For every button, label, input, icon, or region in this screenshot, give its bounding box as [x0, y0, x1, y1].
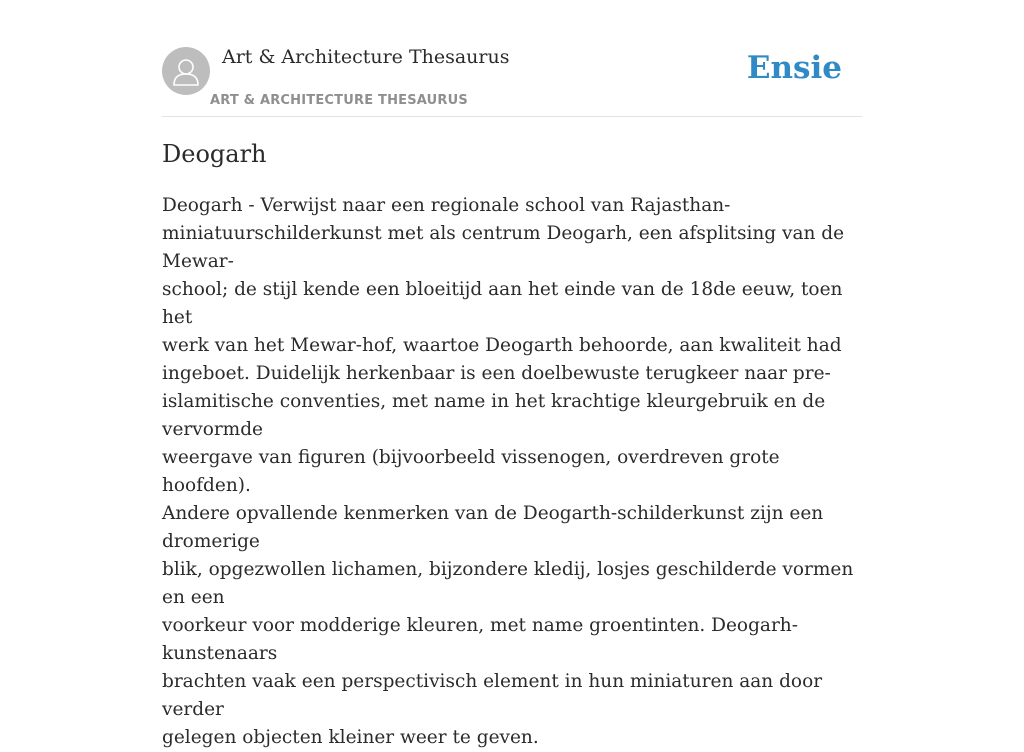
avatar[interactable] [162, 47, 210, 95]
brand-logo[interactable]: Ensie [746, 50, 842, 86]
source-subtitle[interactable]: ART & ARCHITECTURE THESAURUS [210, 93, 468, 108]
page-title: Deogarh [162, 140, 267, 168]
definition-text: Deogarh - Verwijst naar een regionale school van Rajasthan- miniatuurschilderkunst met als centrum Deogarh, een afsplitsing van de Mewar- school; de stijl kende een bloeitijd aan het einde van de 18de eeuw, toen het werk van het Mewar-hof, waartoe Deogarth behoorde, aan kwaliteit had ingeboet. Duidelijk herkenbaar is een doelbewuste terugkeer naar pre- islamitische conventies, met name in het krachtige kleurgebruik en de vervormde weergave van figuren (bijvoorbeeld vissenogen, overdreven grote hoofden). Andere opvallende kenmerken van de Deogarth-schilderkunst zijn een dromerige blik, opgezwollen lichamen, bijzondere kledij, losjes geschilderde vormen en een voorkeur voor modderige kleuren, met name groentinten. Deogarh-kunstenaars brachten vaak een perspectivisch element in hun miniaturen aan door verder gelegen objecten kleiner weer te geven. [162, 195, 854, 748]
source-title[interactable]: Art & Architecture Thesaurus [222, 46, 510, 68]
entry-header [162, 0, 862, 117]
user-icon [162, 47, 210, 95]
